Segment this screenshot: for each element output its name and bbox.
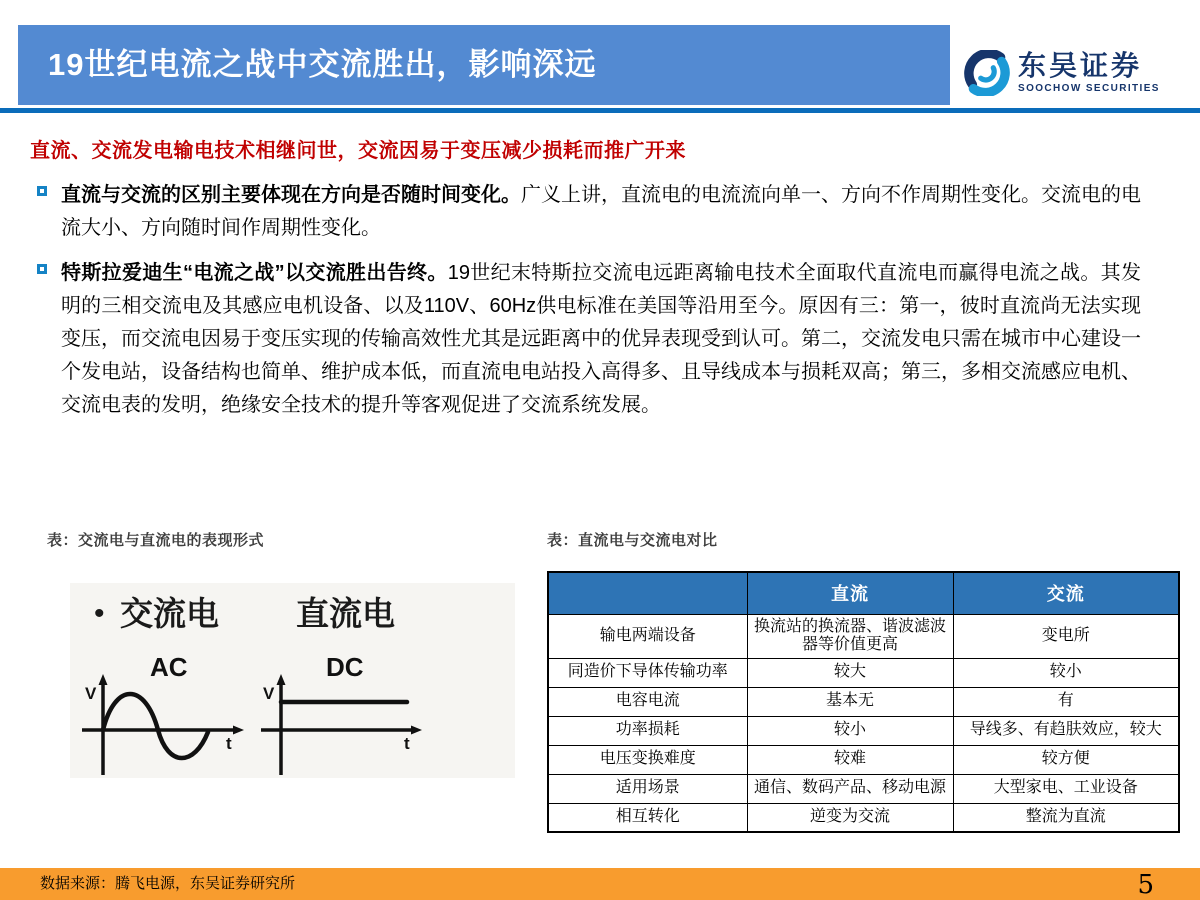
logo-name-cn: 东吴证券 <box>1018 51 1143 82</box>
ac-t-axis-arrow <box>233 726 244 735</box>
ac-dc-waveform-figure <box>70 583 515 778</box>
dc-v-label: V <box>263 684 275 703</box>
row-label: 适用场景 <box>548 774 747 803</box>
row-label: 相互转化 <box>548 803 747 832</box>
ac-value: 导线多、有趋肤效应，较大 <box>953 716 1179 745</box>
page-number: 5 <box>1137 870 1154 900</box>
table-caption: 表：直流电与交流电对比 <box>547 532 718 549</box>
logo-text <box>1018 51 1160 95</box>
dc-abbr-label: DC <box>326 652 364 682</box>
row-label: 功率损耗 <box>548 716 747 745</box>
waveform-diagram <box>70 583 515 778</box>
dc-t-label: t <box>404 734 410 753</box>
ac-value: 有 <box>953 687 1179 716</box>
table-header-row <box>548 572 1179 614</box>
bullet-item-2 <box>37 257 1150 422</box>
footer-bar <box>0 868 1200 900</box>
row-label: 电容电流 <box>548 687 747 716</box>
dc-title-label: 直流电 <box>296 595 395 632</box>
table-row <box>548 716 1179 745</box>
title-bar <box>18 25 950 105</box>
row-label: 电压变换难度 <box>548 745 747 774</box>
row-label: 输电两端设备 <box>548 614 747 658</box>
table-row <box>548 774 1179 803</box>
company-logo <box>964 50 1160 96</box>
ac-value: 整流为直流 <box>953 803 1179 832</box>
table-row <box>548 745 1179 774</box>
ac-v-axis-arrow <box>99 674 108 685</box>
data-source-text: 数据来源：腾飞电源，东吴证券研究所 <box>40 875 296 892</box>
ac-t-label: t <box>226 734 232 753</box>
figure-caption: 表：交流电与直流电的表现形式 <box>47 532 265 549</box>
ac-v-label: V <box>85 684 97 703</box>
header-divider-line <box>0 108 1200 113</box>
figure-bullet-dot: • <box>94 597 105 630</box>
bullet-list <box>37 179 1150 434</box>
square-bullet-icon <box>37 264 47 274</box>
ac-abbr-label: AC <box>150 652 188 682</box>
section-subtitle: 直流、交流发电输电技术相继问世，交流因易于变压减少损耗而推广开来 <box>30 140 686 162</box>
dc-value: 较大 <box>747 658 953 687</box>
table-row <box>548 687 1179 716</box>
logo-name-en: SOOCHOW SECURITIES <box>1018 83 1160 94</box>
dc-value: 基本无 <box>747 687 953 716</box>
soochow-logo-icon <box>964 50 1010 96</box>
header-cell-empty <box>548 572 747 614</box>
ac-sine-wave <box>103 694 208 758</box>
table-row <box>548 803 1179 832</box>
dc-value: 换流站的换流器、谐波滤波器等价值更高 <box>747 614 953 658</box>
dc-ac-comparison-table <box>547 571 1180 833</box>
bullet-2-lead: 特斯拉爱迪生“电流之战”以交流胜出告终。 <box>61 262 448 284</box>
ac-value: 较小 <box>953 658 1179 687</box>
bullet-2-body: 19世纪末特斯拉交流电远距离输电技术全面取代直流电而赢得电流之战。其发明的三相交流电及其感应电机设备、以及110V、60Hz供电标准在美国等沿用至今。原因有三：第一，彼时直流尚无法实现变压，而交流电因易于变压实现的传输高效性尤其是远距离中的优异表现受到认可。第二，交流发电只需在城市中心建设一个发电站，设备结构也简单、维护成本低，而直流电电站投入高得多、且导线成本与损耗双高；第三，多相交流感应电机、交流电表的发明，绝缘安全技术的提升等客观促进了交流系统发展。 <box>61 262 1142 416</box>
bullet-item-1 <box>37 179 1150 245</box>
ac-value: 大型家电、工业设备 <box>953 774 1179 803</box>
ac-value: 变电所 <box>953 614 1179 658</box>
header-cell-ac: 交流 <box>953 572 1179 614</box>
dc-value: 较小 <box>747 716 953 745</box>
dc-value: 较难 <box>747 745 953 774</box>
header-cell-dc: 直流 <box>747 572 953 614</box>
ac-title-label: 交流电 <box>120 595 219 632</box>
row-label: 同造价下导体传输功率 <box>548 658 747 687</box>
bullet-1-body: 广义上讲，直流电的电流流向单一、方向不作周期性变化。交流电的电流大小、方向随时间作周期性变化。 <box>61 184 1141 239</box>
dc-value: 通信、数码产品、移动电源 <box>747 774 953 803</box>
page-title: 19世纪电流之战中交流胜出，影响深远 <box>48 47 597 82</box>
dc-t-axis-arrow <box>411 726 422 735</box>
dc-value: 逆变为交流 <box>747 803 953 832</box>
square-bullet-icon <box>37 186 47 196</box>
bullet-1-lead: 直流与交流的区别主要体现在方向是否随时间变化。 <box>61 184 521 206</box>
table-row <box>548 614 1179 658</box>
bullet-text-1 <box>61 179 1141 245</box>
ac-value: 较方便 <box>953 745 1179 774</box>
comparison-table-wrap <box>547 571 1180 833</box>
table-row <box>548 658 1179 687</box>
bullet-text-2 <box>61 257 1141 422</box>
dc-v-axis-arrow <box>277 674 286 685</box>
